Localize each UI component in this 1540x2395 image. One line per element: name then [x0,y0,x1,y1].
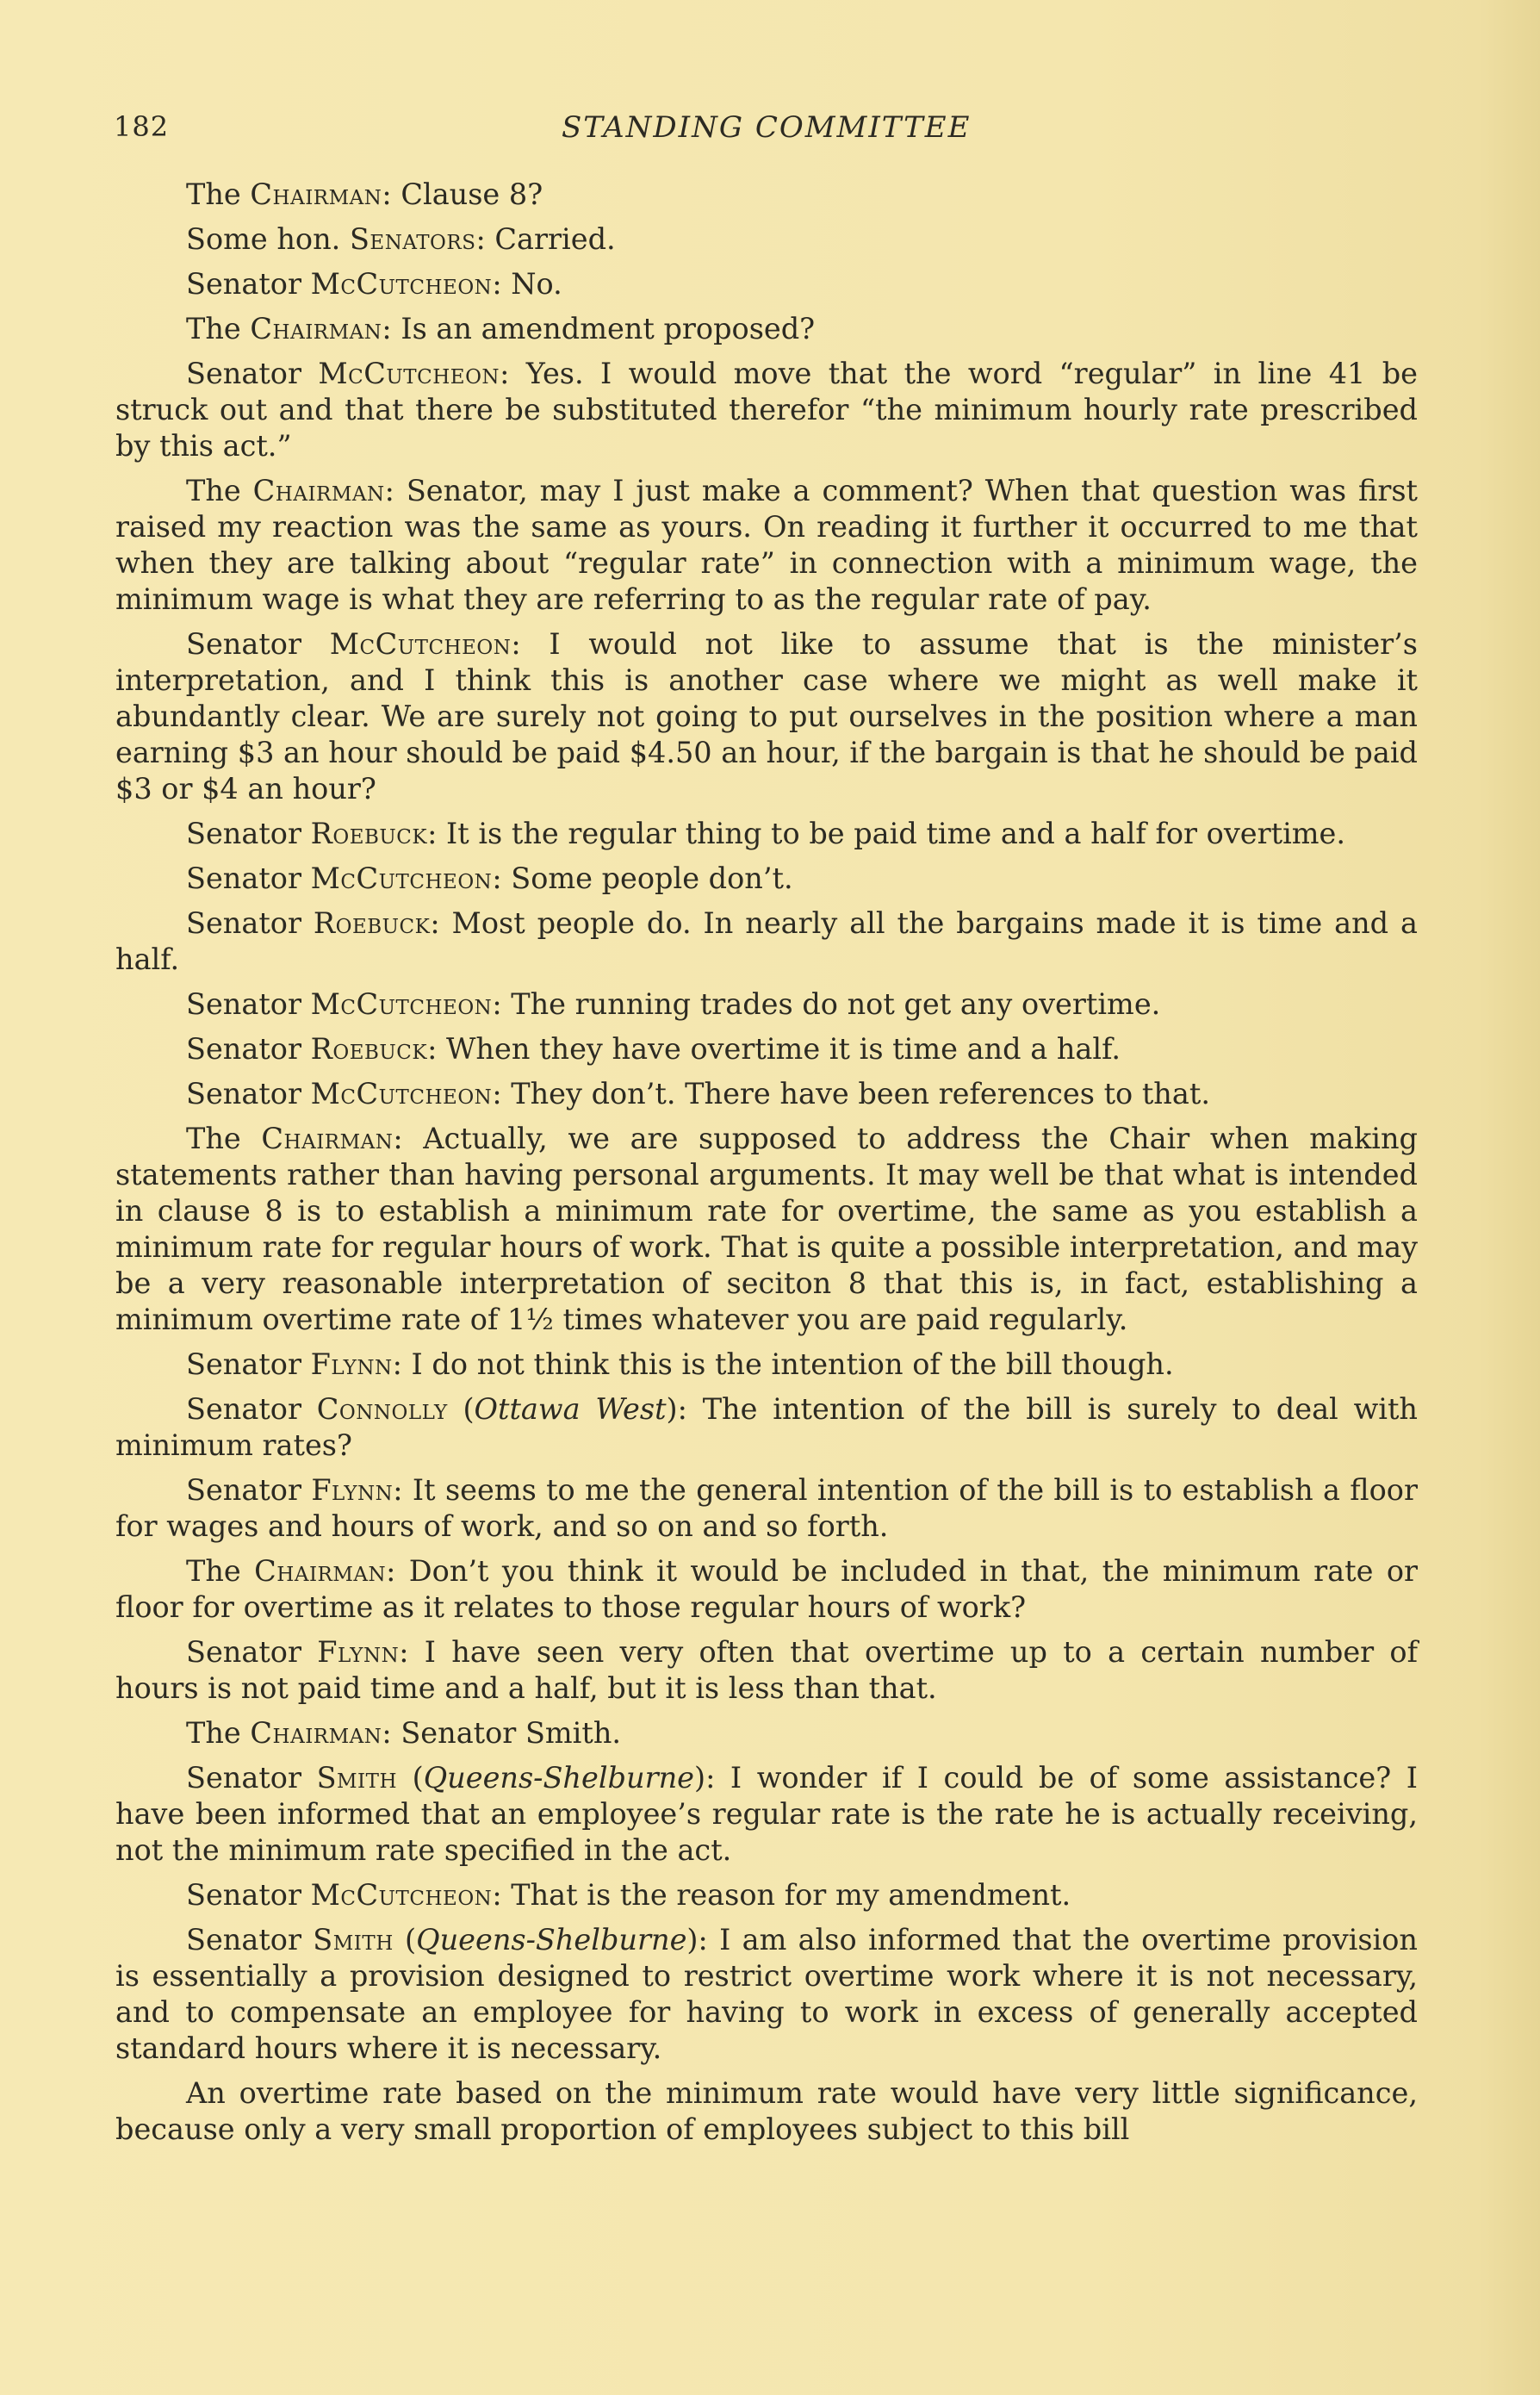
speaker-name: Chairman [250,1716,382,1750]
speaker-name: McCutcheon [329,627,512,661]
speaker-riding: Queens-Shelburne [423,1761,694,1795]
transcript-paragraph [115,1031,1418,1067]
speaker-title: Senator [186,1392,301,1426]
speaker-title: Senator [186,1473,301,1507]
speaker-title: The [186,312,241,345]
speaker-title: Senator [186,1347,301,1381]
speaker-name: Roebuck [313,906,431,940]
speech-text: : Some people don’t. [492,862,793,895]
transcript-paragraph: Senator Connolly (Ottawa West): The intention of the bill is surely to deal with minimum rates? [115,1392,1418,1462]
speech-text: : I wonder if I could be of some assistance? I have been informed that an employee’s regular rate is the rate he is actually receiving, not the minimum rate specified in the act. [115,1761,1418,1867]
transcript-paragraph [115,473,1418,618]
speaker-name: Flynn [311,1473,394,1507]
page-number: 182 [114,110,170,143]
speech-text: : Carried. [475,222,616,256]
transcript-paragraph [115,626,1418,807]
speaker-name: Roebuck [310,1032,428,1066]
speaker-name: McCutcheon [310,1878,493,1912]
speech-text: : They don’t. There have been references to that. [492,1077,1210,1110]
speaker-title: The [186,177,241,211]
speaker-title: Senator [186,357,301,390]
speaker-title: Some hon. [186,222,341,256]
speaker-name: Smith [313,1923,394,1956]
transcript-paragraph: Senator Smith (Queens-Shelburne): I am also informed that the overtime provision is essentially a provision designed to restrict overtime work where it is not necessary, and to compensate an employee for having to work in excess of generally accepted standard hours where it is necessary. [115,1923,1419,2065]
speaker-title: Senator [186,267,301,301]
transcript-paragraph [115,986,1418,1023]
speech-text: : Yes. I would move that the word “regular” in line 41 be struck out and that there be substituted therefor “the minimum hourly rate prescribed by this act.” [115,357,1418,463]
transcript-paragraph [115,1877,1418,1913]
speaker-name: McCutcheon [310,987,493,1021]
speech-text: : I have seen very often that overtime up to a certain number of hours is not paid time and a half, but it is less than that. [115,1635,1418,1705]
transcript-paragraph [115,356,1418,464]
transcript-paragraph [115,1076,1418,1112]
speaker-title: Senator [186,817,301,850]
speech-text: : Don’t you think it would be included in that, the minimum rate or floor for overtime as it relates to those regular hours of work? [115,1554,1419,1624]
speech-text: : Most people do. In nearly all the bargains made it is time and a half. [115,906,1418,976]
transcript-body [115,177,1418,2156]
transcript-paragraph [115,221,1418,258]
speech-text: : That is the reason for my amendment. [492,1878,1071,1912]
speaker-name: Connolly [316,1392,448,1426]
speaker-name: McCutcheon [310,862,493,895]
speech-text: : I do not think this is the intention of the bill though. [392,1347,1174,1381]
speaker-title: Senator [186,627,301,661]
transcript-paragraph [115,1472,1418,1545]
speaker-name: Flynn [310,1347,393,1381]
transcript-paragraph [115,1553,1418,1626]
transcript-paragraph [115,816,1418,852]
speech-text: : The running trades do not get any overtime. [492,987,1161,1021]
speech-text: : It is the regular thing to be paid time and a half for overtime. [427,817,1346,850]
speech-text: An overtime rate based on the minimum rate would have very little significance, because only a very small proportion of employees subject to this bill [115,2076,1418,2146]
speaker-name: Chairman [250,177,382,211]
speaker-title: The [186,1554,241,1588]
speaker-title: Senator [186,1032,301,1066]
speaker-title: Senator [186,1077,301,1110]
speaker-title: The [186,474,241,507]
speech-text: : No. [492,267,562,301]
transcript-paragraph [115,1121,1418,1338]
transcript-paragraph: Senator Smith (Queens-Shelburne): I wonder if I could be of some assistance? I have been informed that an employee’s regular rate is the rate he is actually receiving, not the minimum rate specified in the act. [115,1761,1418,1867]
speaker-name: Smith [316,1761,398,1795]
speech-text: : Senator, may I just make a comment? When that question was first raised my reaction was the same as yours. On reading it further it occurred to me that when they are talking about “regular rate” in connection with a minimum wage, the minimum wage is what they are referring to as the regular rate of pay. [115,474,1418,616]
speaker-title: Senator [186,1635,301,1669]
speaker-name: McCutcheon [310,267,493,301]
speaker-title: Senator [186,906,301,940]
speaker-title: Senator [186,1761,301,1795]
speaker-title: The [186,1716,241,1750]
transcript-paragraph [115,1347,1418,1383]
speaker-name: McCutcheon [318,357,500,390]
speaker-name: Chairman [250,312,382,345]
transcript-paragraph [115,905,1418,978]
speaker-name: Chairman [254,1554,387,1588]
speaker-name: Chairman [261,1122,394,1155]
speaker-title: Senator [186,862,301,895]
speaker-title: Senator [186,987,301,1021]
speaker-name: Chairman [252,474,385,507]
transcript-paragraph [115,266,1418,302]
speaker-title: Senator [186,1878,301,1912]
speaker-riding: Queens-Shelburne [416,1923,687,1956]
speaker-riding: Ottawa West [474,1392,667,1426]
speaker-title: Senator [186,1923,301,1956]
speech-text: : The intention of the bill is surely to deal with minimum rates? [115,1392,1418,1462]
speech-text: : When they have overtime it is time and a half. [427,1032,1121,1066]
speech-text: : I would not like to assume that is the minister’s interpretation, and I think this is another case where we might as well make it abundantly clear. We are surely not going to put ourselves in the position where a man earning $3 an hour should be paid $4.50 an hour, if the bargain is that he should be paid $3 or $4 an hour? [115,627,1418,806]
speech-text: : Is an amendment proposed? [382,312,816,345]
speech-text: : Senator Smith. [382,1716,622,1750]
transcript-paragraph [115,861,1418,897]
speech-text: : I am also informed that the overtime provision is essentially a provision designed to restrict overtime work where it is not necessary, and to compensate an employee for having to work in excess of generally accepted standard hours where it is necessary. [115,1923,1419,2065]
transcript-paragraph [115,1634,1418,1707]
speech-text: : It seems to me the general intention of the bill is to establish a floor for wages and hours of work, and so on and so forth. [115,1473,1418,1543]
transcript-paragraph [115,2075,1418,2148]
speaker-name: Senators [349,222,476,256]
transcript-paragraph [115,1715,1418,1751]
transcript-paragraph [115,177,1418,213]
speech-text: : Clause 8? [382,177,543,211]
speaker-name: Flynn [317,1635,400,1669]
speaker-name: McCutcheon [310,1077,493,1110]
speaker-name: Roebuck [310,817,428,850]
speaker-title: The [186,1122,241,1155]
transcript-paragraph [115,311,1418,347]
running-title: STANDING COMMITTEE [562,110,972,145]
running-head [114,110,1423,148]
speech-text: : Actually, we are supposed to address the Chair when making statements rather than having personal arguments. It may well be that what is intended in clause 8 is to establish a minimum rate for overtime, the same as you establish a minimum rate for regular hours of work. That is quite a possible interpretation, and may be a very reasonable interpretation of seciton 8 that this is, in fact, establishing a minimum overtime rate of 1½ times whatever you are paid regularly. [115,1122,1418,1336]
